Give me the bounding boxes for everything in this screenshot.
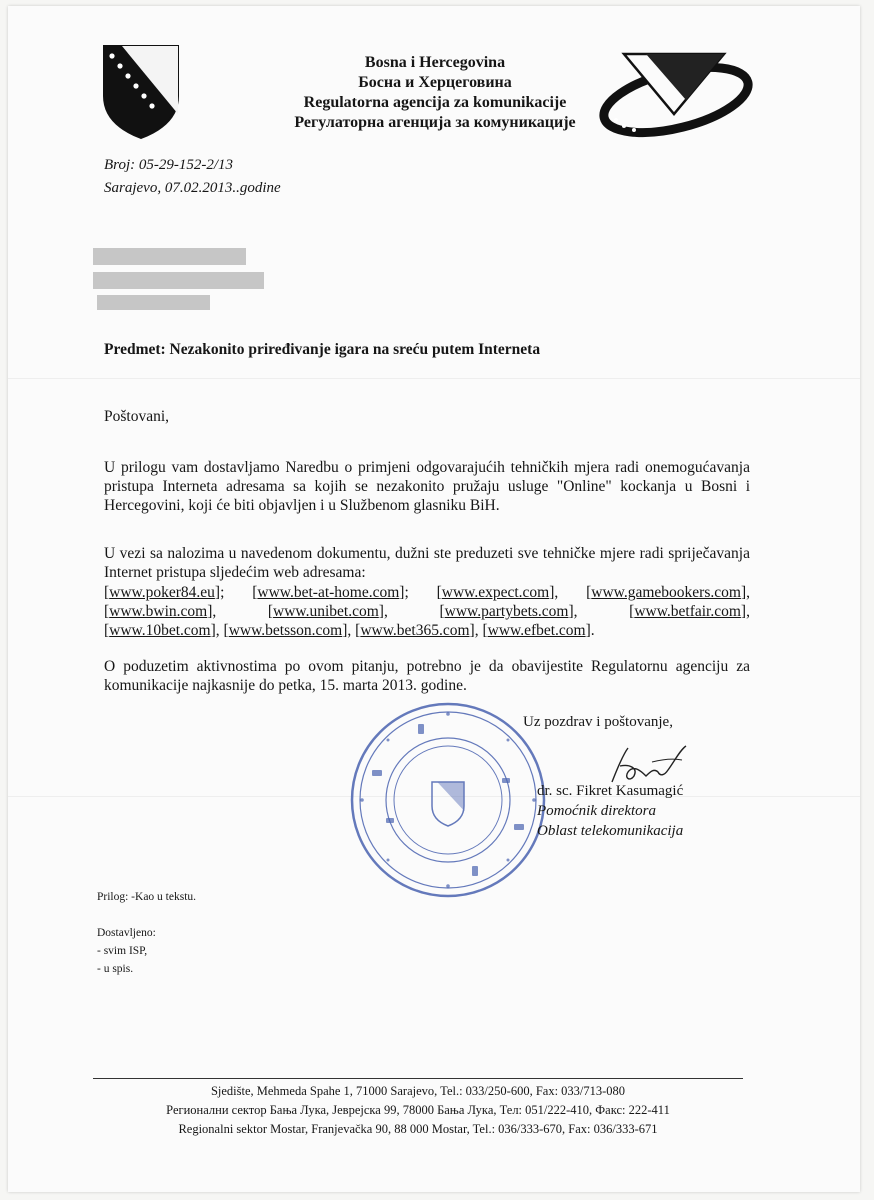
paragraph-1: U prilogu vam dostavljamo Naredbu o primjeni odgovarajućih tehničkih mjera radi onemogućavanja pristupa Interneta adresama sa kojih se nezakonito pružaju usluge "Online" kockanja u Bosni i Hercegovini, koji će biti objavljen i u Službenom glasniku BiH.: [104, 459, 750, 514]
subject-line: Predmet: Nezakonito priređivanje igara na sreću putem Interneta: [104, 341, 541, 358]
redacted-address-line: [93, 248, 246, 265]
website-row: [www.10bet.com], [www.betsson.com], [www.bet365.com], [www.efbet.com].: [104, 622, 595, 639]
signatory-department: Oblast telekomunikacija: [537, 823, 684, 839]
paragraph-3: O poduzetim aktivnostima po ovom pitanju, potrebno je da obavijestite Regulatornu agenciju za komunikacije najkasnije do petka, 15. marta 2013. godine.: [104, 658, 750, 694]
website-link[interactable]: www.poker84.eu: [109, 584, 215, 601]
letterhead-line: Регулаторна агенција за комуникације: [294, 114, 576, 131]
footer-line: Регионални сектор Бања Лука, Јевреjска 99, 78000 Бања Лука, Тел: 051/222-410, Факс: 222-411: [166, 1103, 670, 1117]
delivered-item: - svim ISP,: [97, 945, 148, 957]
footer: [93, 1082, 743, 1139]
reference-date: Sarajevo, 07.02.2013..godine: [104, 180, 281, 196]
redacted-address-line: [97, 295, 210, 310]
footer-rule: [93, 1078, 743, 1079]
website-link[interactable]: www.efbet.com: [487, 622, 586, 639]
website-link[interactable]: www.bet-at-home.com: [257, 584, 400, 601]
reference-block: [104, 154, 281, 200]
paragraph-2: U vezi sa nalozima u navedenom dokumentu, dužni ste preduzeti sve tehničke mjere radi spriječavanja Internet pristupa sljedećim web adresama:: [104, 545, 750, 581]
delivered-block: [97, 924, 156, 978]
website-link[interactable]: www.bet365.com: [360, 622, 470, 639]
website-link[interactable]: www.partybets.com: [444, 603, 569, 620]
rak-orbit-logo-icon: [594, 50, 754, 138]
official-stamp-icon: [348, 700, 548, 900]
website-row: [www.poker84.eu]; [www.bet-at-home.com]; [www.expect.com], [www.gamebookers.com],: [104, 584, 750, 601]
letterhead-line: Босна и Херцеговина: [358, 74, 512, 91]
website-link[interactable]: www.betsson.com: [228, 622, 343, 639]
letterhead-line: Regulatorna agencija za komunikacije: [303, 94, 567, 111]
redacted-address-line: [93, 272, 264, 289]
closing: Uz pozdrav i poštovanje,: [523, 714, 673, 730]
website-link[interactable]: www.10bet.com: [109, 622, 211, 639]
website-list: [104, 583, 750, 640]
footer-line: Regionalni sektor Mostar, Franjevačka 90, 88 000 Mostar, Tel.: 036/333-670, Fax: 036/333-671: [178, 1122, 658, 1136]
signatory-name: dr. sc. Fikret Kasumagić: [537, 783, 684, 799]
website-link[interactable]: www.expect.com: [441, 584, 550, 601]
delivered-item: - u spis.: [97, 963, 134, 975]
website-link[interactable]: www.gamebookers.com: [591, 584, 741, 601]
delivered-label: Dostavljeno:: [97, 927, 156, 939]
website-link[interactable]: www.bwin.com: [109, 603, 208, 620]
website-link[interactable]: www.betfair.com: [634, 603, 741, 620]
paper-fold: [8, 378, 860, 379]
bih-coat-of-arms-icon: [102, 44, 180, 140]
salutation: Poštovani,: [104, 408, 170, 425]
website-row: [www.bwin.com], [www.unibet.com], [www.partybets.com], [www.betfair.com],: [104, 603, 750, 620]
letterhead-line: Bosna i Hercegovina: [364, 54, 506, 71]
footer-line: Sjedište, Mehmeda Spahe 1, 71000 Sarajevo, Tel.: 033/250-600, Fax: 033/713-080: [210, 1084, 626, 1098]
attachment-note: Prilog: -Kao u tekstu.: [97, 891, 197, 903]
signatory-title: Pomoćnik direktora: [537, 803, 656, 819]
website-link[interactable]: www.unibet.com: [273, 603, 379, 620]
signature-block: [537, 781, 683, 841]
reference-number: Broj: 05-29-152-2/13: [104, 157, 234, 173]
